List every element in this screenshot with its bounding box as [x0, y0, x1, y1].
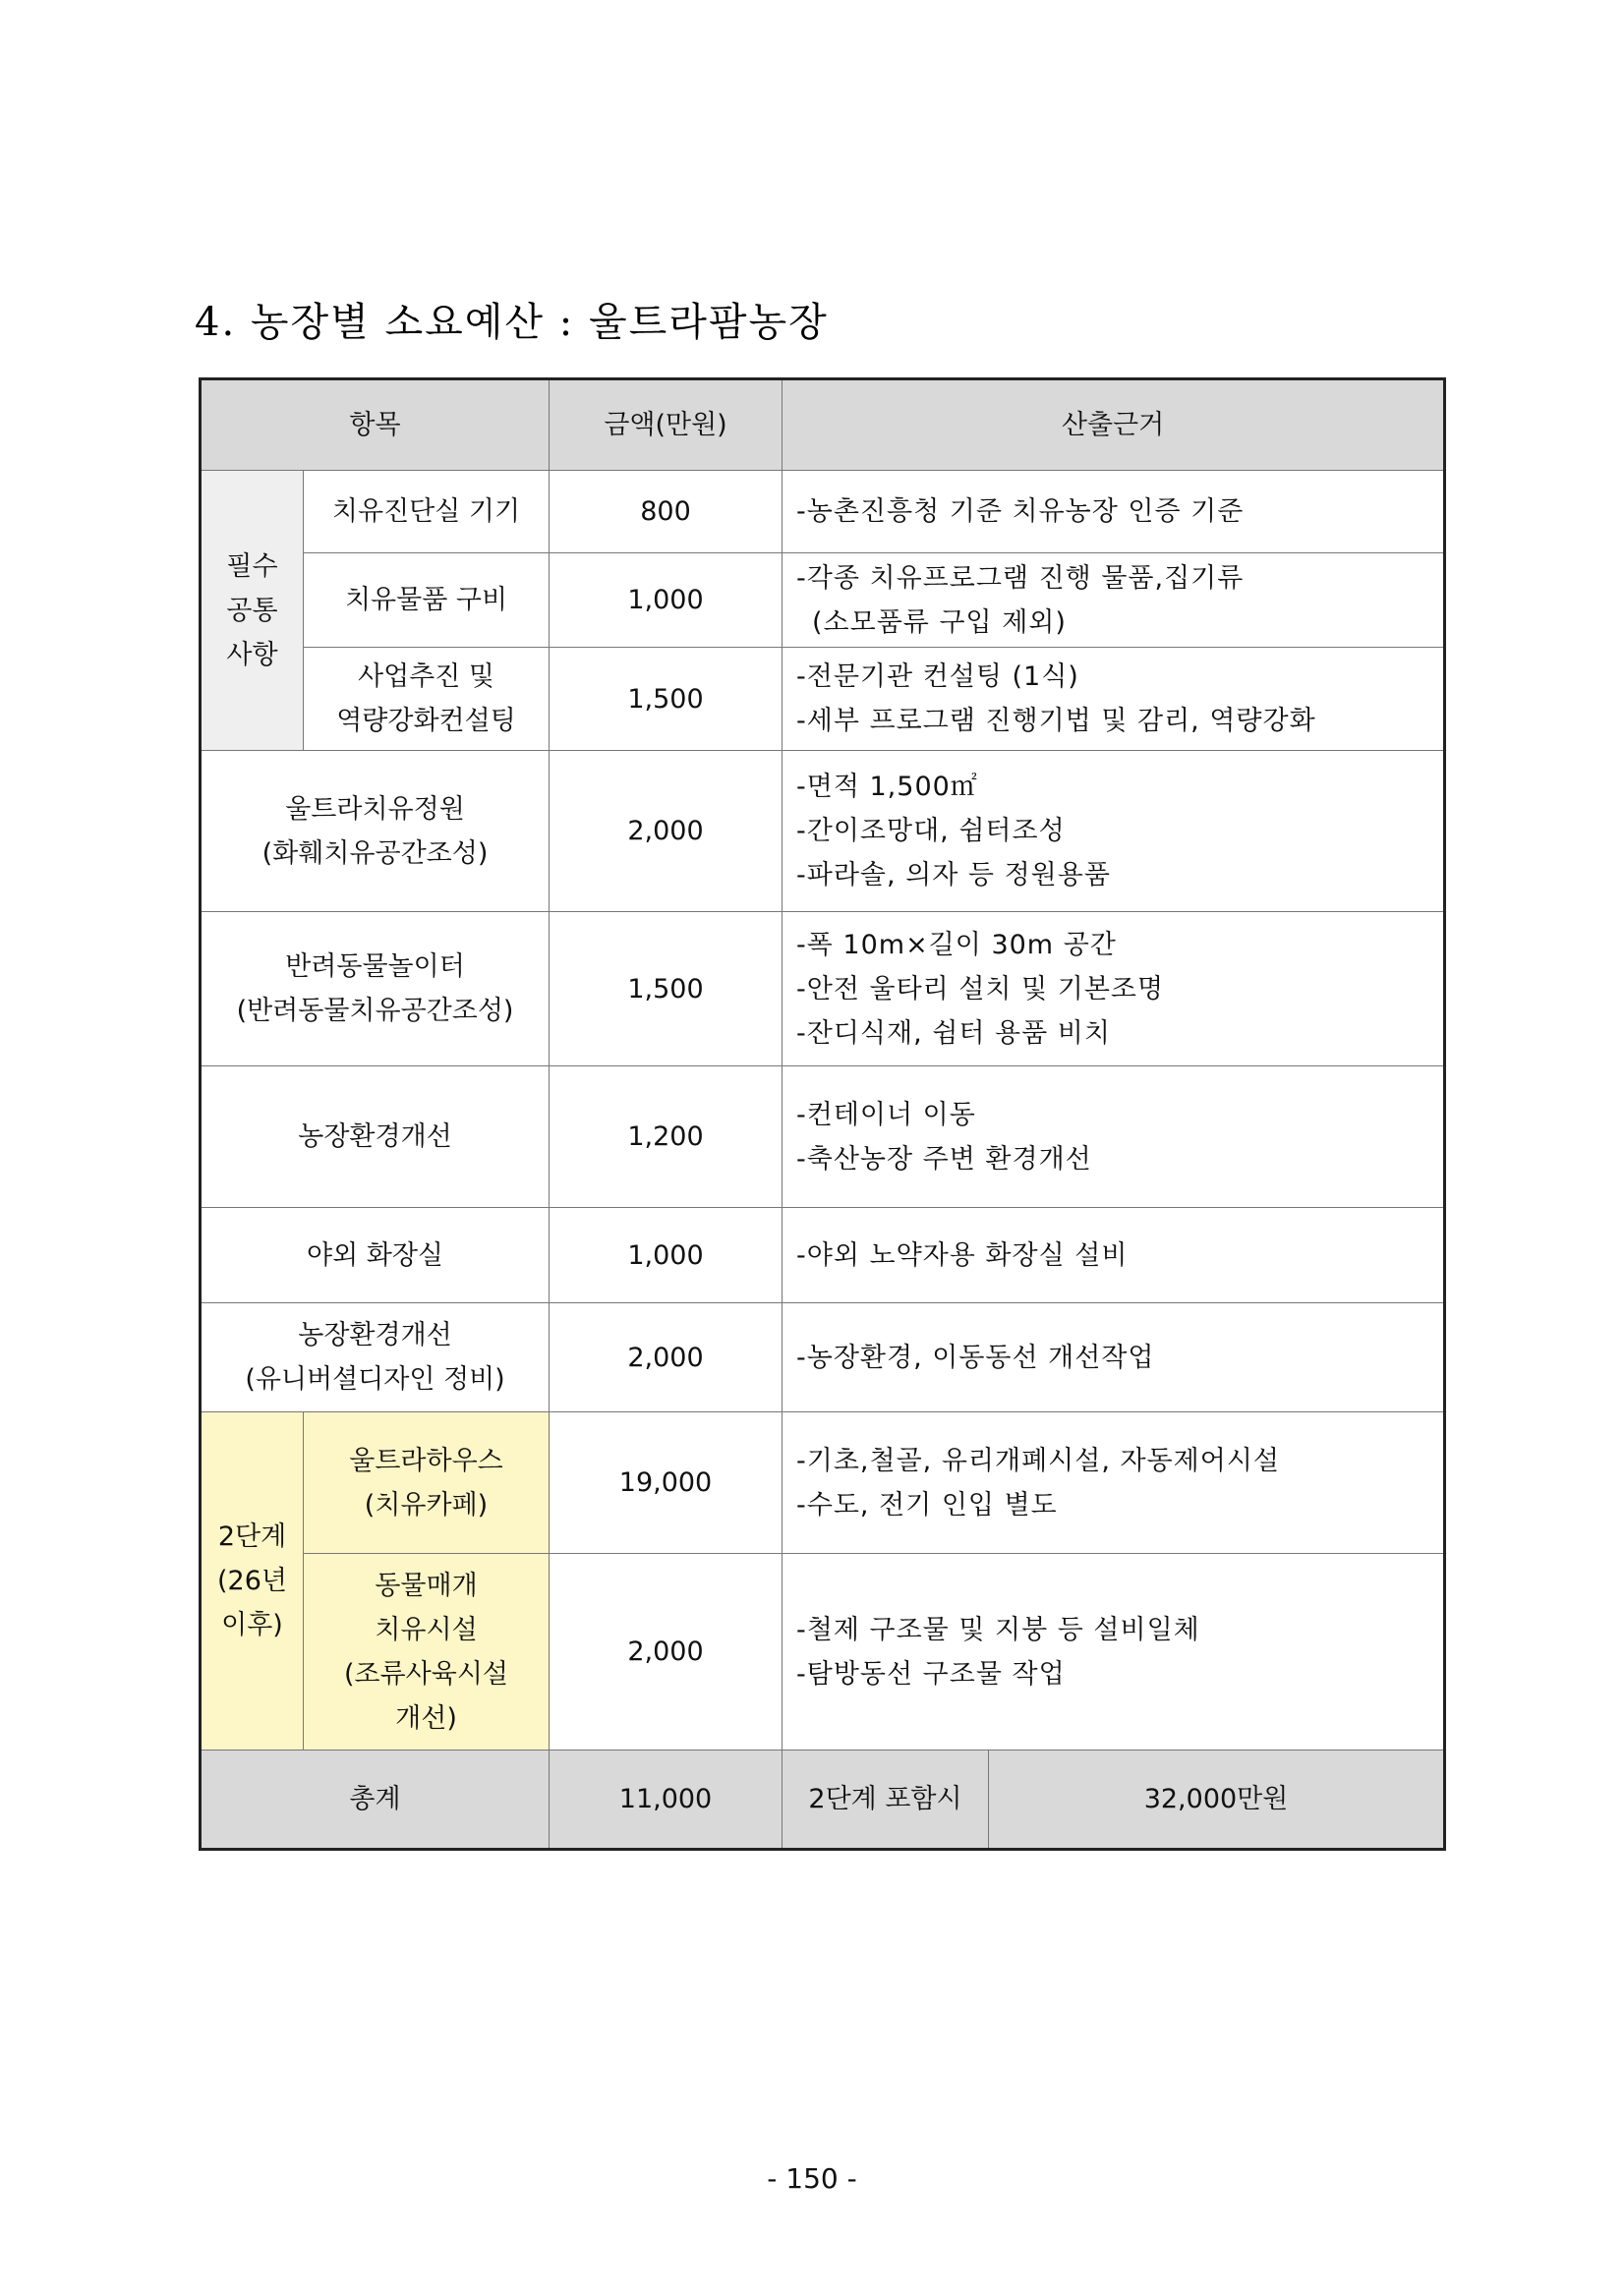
basis-cell	[783, 751, 1445, 912]
basis-line: -기초,철골, 유리개폐시설, 자동제어시설	[796, 1445, 1280, 1476]
group-label-line: 필수	[226, 550, 278, 582]
basis-cell	[783, 1303, 1445, 1412]
item-cell: 치유물품 구비	[304, 553, 550, 648]
table-row	[201, 1066, 1445, 1208]
amount-cell: 1,000	[550, 553, 783, 648]
basis-cell	[783, 553, 1445, 648]
basis-line: -안전 울타리 설치 및 기본조명	[796, 973, 1165, 1004]
basis-line: -잔디식재, 쉼터 용품 비치	[796, 1017, 1111, 1049]
header-item: 항목	[201, 379, 550, 471]
item-cell	[304, 1554, 550, 1751]
table-header-row	[201, 379, 1445, 471]
amount-cell: 800	[550, 471, 783, 553]
header-basis: 산출근거	[783, 379, 1445, 471]
stage2-total-amount: 32,000만원	[989, 1751, 1445, 1850]
basis-line: -면적 1,500㎡	[796, 772, 978, 802]
group-label-line: 사항	[226, 639, 278, 670]
basis-line: -농촌진흥청 기준 치유농장 인증 기준	[796, 496, 1245, 527]
page-number: - 150 -	[767, 2162, 857, 2195]
header-amount: 금액(만원)	[550, 379, 783, 471]
item-cell: 야외 화장실	[201, 1208, 550, 1303]
basis-line: -야외 노약자용 화장실 설비	[796, 1239, 1129, 1271]
table-row	[201, 1412, 1445, 1554]
stage2-total-label: 2단계 포함시	[783, 1751, 989, 1850]
item-cell	[304, 648, 550, 751]
basis-line: -축산농장 주변 환경개선	[796, 1143, 1092, 1175]
group-label-line: 공통	[226, 595, 278, 626]
amount-cell: 1,500	[550, 912, 783, 1066]
total-label: 총계	[201, 1751, 550, 1850]
item-line: 농장환경개선	[298, 1320, 452, 1350]
amount-cell: 19,000	[550, 1412, 783, 1554]
group-label-line: (26년	[217, 1566, 287, 1596]
basis-line: -전문기관 컨설팅 (1식)	[796, 661, 1079, 692]
item-cell	[304, 1412, 550, 1554]
group-label-stage2	[201, 1412, 304, 1751]
table-row	[201, 553, 1445, 648]
item-line: 반려동물놀이터	[285, 951, 465, 982]
item-line: 사업추진 및	[358, 661, 494, 692]
budget-table	[199, 377, 1446, 1851]
basis-cell	[783, 1412, 1445, 1554]
basis-cell	[783, 1208, 1445, 1303]
item-line: 개선)	[395, 1702, 457, 1734]
item-cell: 치유진단실 기기	[304, 471, 550, 553]
item-line: 울트라하우스	[349, 1445, 503, 1476]
group-label-line: 이후)	[221, 1610, 283, 1640]
table-row	[201, 1554, 1445, 1751]
amount-cell: 2,000	[550, 1303, 783, 1412]
basis-line: -수도, 전기 인입 별도	[796, 1489, 1058, 1521]
table-row	[201, 751, 1445, 912]
total-amount: 11,000	[550, 1751, 783, 1850]
amount-cell: 2,000	[550, 1554, 783, 1751]
basis-line: -철제 구조물 및 지붕 등 설비일체	[796, 1614, 1200, 1645]
basis-cell	[783, 648, 1445, 751]
item-line: 치유시설	[375, 1614, 478, 1645]
item-cell	[201, 751, 550, 912]
basis-cell	[783, 912, 1445, 1066]
item-cell	[201, 912, 550, 1066]
basis-line: -파라솔, 의자 등 정원용품	[796, 860, 1111, 890]
item-line: (반려동물치유공간조성)	[236, 996, 514, 1026]
page-title: 4. 농장별 소요예산 : 울트라팜농장	[195, 300, 829, 345]
amount-cell: 1,200	[550, 1066, 783, 1208]
item-line: 울트라치유정원	[285, 793, 465, 825]
total-row	[201, 1751, 1445, 1850]
amount-cell: 2,000	[550, 751, 783, 912]
basis-line: -각종 치유프로그램 진행 물품,집기류	[796, 562, 1245, 594]
item-cell: 농장환경개선	[201, 1066, 550, 1208]
table-row	[201, 648, 1445, 751]
table-row	[201, 1208, 1445, 1303]
basis-line: (소모품류 구입 제외)	[812, 606, 1067, 638]
table-row	[201, 1303, 1445, 1412]
item-line: (치유카페)	[364, 1489, 489, 1521]
amount-cell: 1,500	[550, 648, 783, 751]
group-label-line: 2단계	[217, 1521, 287, 1552]
basis-line: -탐방동선 구조물 작업	[796, 1658, 1066, 1690]
basis-line: -간이조망대, 쉼터조성	[796, 816, 1066, 846]
item-line: (화훼치유공간조성)	[261, 837, 489, 869]
table-row	[201, 471, 1445, 553]
basis-cell	[783, 1066, 1445, 1208]
basis-line: -컨테이너 이동	[796, 1099, 976, 1130]
item-line: (조류사육시설	[343, 1658, 509, 1690]
basis-line: -농장환경, 이동동선 개선작업	[796, 1342, 1155, 1373]
item-line: (유니버셜디자인 정비)	[245, 1364, 505, 1395]
basis-cell	[783, 1554, 1445, 1751]
table-row	[201, 912, 1445, 1066]
amount-cell: 1,000	[550, 1208, 783, 1303]
group-label-common	[201, 471, 304, 751]
basis-cell	[783, 471, 1445, 553]
item-line: 동물매개	[375, 1570, 478, 1601]
item-line: 역량강화컨설팅	[336, 706, 516, 736]
item-cell	[201, 1303, 550, 1412]
basis-line: -세부 프로그램 진행기법 및 감리, 역량강화	[796, 706, 1316, 736]
basis-line: -폭 10m×길이 30m 공간	[796, 929, 1117, 960]
